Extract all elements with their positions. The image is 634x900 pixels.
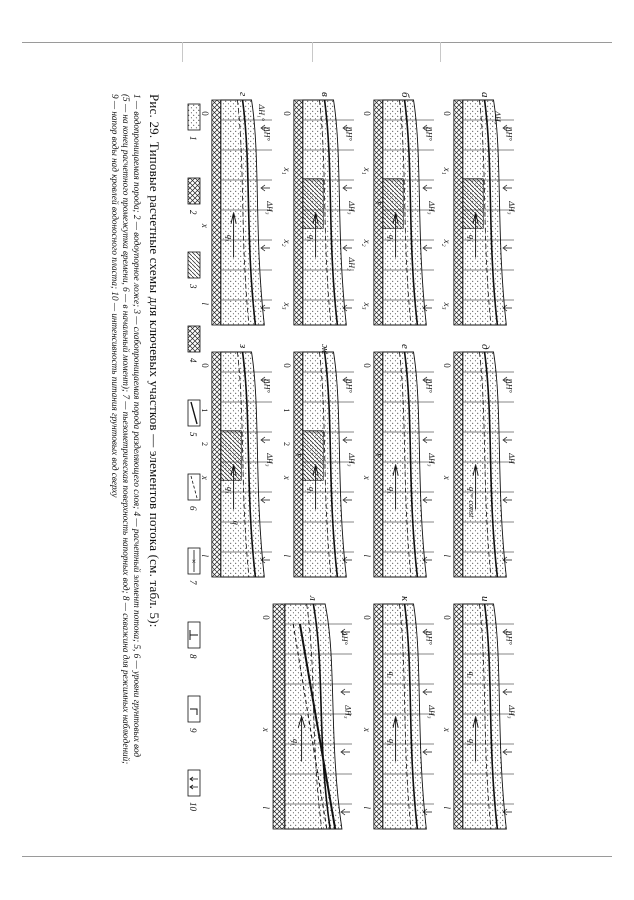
recharge-arrow [343,497,352,503]
legend-item [188,548,200,585]
scheme-panel [442,344,516,577]
head-label: ΔH₃ [346,201,356,215]
impermeable-bed [212,100,221,325]
axis-label-origin: 0 [441,363,452,368]
scheme-panel [442,92,516,325]
axis-label: l [361,806,372,810]
legend-swatch [188,326,200,352]
panel-letter: а [479,92,491,98]
axis-label-origin: 0 [441,615,452,620]
panel-letter: л [307,596,319,601]
legend-number: 2 [188,210,198,215]
panel-letter: в [319,92,331,97]
panel-letter: и [479,596,491,602]
leakage-label: ε [374,201,385,205]
caption-line: 1 — водопроницаемая порода; 2 — водоупорное ложе; 3 — слабопроницаемая порода разделяющего слоя; 4 — расчетный элемент потока; 5, 6 — уровни грунтовых вод [132,94,142,758]
axis-label: x₃ [361,302,372,310]
flow-label: q₁ [467,235,477,242]
impermeable-bed [294,100,303,325]
legend-number: 10 [188,802,198,811]
head-label: ΔH° [344,127,354,141]
element-index: 1 [199,408,209,413]
panel-letter: д [479,344,491,350]
legend-item [188,400,200,437]
legend-swatch [188,770,200,796]
recharge-arrow [261,437,270,443]
recharge-arrow [261,497,270,503]
head-label: ΔH₃ [426,201,436,215]
head-label: ΔH° [424,379,434,393]
flow-label: q₁ [291,739,301,746]
flow-label: q₁ [307,235,317,242]
axis-label-origin: 0 [281,111,292,116]
legend-swatch [188,104,200,130]
axis-label: x [261,727,272,732]
head-label: ΔH° [424,127,434,141]
flow-label: q = const [467,487,477,518]
flow-label: q₁ [225,487,235,494]
head-label: ΔH° [504,379,514,393]
calc-element [221,431,241,481]
caption-line: (5 — на конец расчетного промежутка времени, 6 — в начальный момент); 7 — пьезометрическая поверхность напорных вод; 8 — скважина для режимных наблюдений; [121,94,131,765]
top-rule [22,42,612,43]
element-index: 2 [199,442,209,446]
legend-number: 7 [188,580,198,585]
axis-label: l [361,554,372,558]
head-label: ΔH₃ [506,201,516,215]
head-label: ΔH° [504,631,514,645]
axis-label: x₃ [441,302,452,310]
recharge-arrow [503,497,512,503]
recharge-arrow [423,185,432,191]
scheme-panel [282,344,356,577]
impermeable-bed [212,352,221,577]
axis-label: x₃ [281,302,292,310]
head-label: ΔH° [339,631,349,645]
panel-letter: г [237,92,249,97]
rotated-figure-page [90,80,540,860]
axis-label: x [361,475,372,480]
recharge-arrow [261,185,270,191]
recharge-arrow [261,245,270,251]
impermeable-bed [454,352,463,577]
calc-element [303,179,323,229]
recharge-arrow [503,689,512,695]
head-label: ΔH₃ [426,453,436,467]
impermeable-bed [374,604,383,829]
flow-label: q [231,520,241,525]
legend-item [188,326,200,363]
legend-number: 3 [188,284,198,289]
axis-label: x₂ [441,239,452,247]
axis-label-origin: 0 [199,363,210,368]
axis-label: l [261,806,272,810]
axis-label: x [199,223,210,228]
impermeable-bed [273,604,285,829]
flow-label: q₁ [467,739,477,746]
fold-mark [312,42,313,62]
axis-label: x [361,727,372,732]
impermeable-bed [374,100,383,325]
legend-item [188,178,200,215]
leakage-label: ε [294,453,305,457]
panel-letter: к [399,596,411,602]
head-label: ΔH° [504,127,514,141]
panel-letter: ж [319,344,331,355]
scheme-panel [261,595,352,829]
element-index: 2 [281,442,291,446]
recharge-arrow [341,809,350,815]
axis-label: l [199,554,210,558]
fold-mark [182,42,183,62]
caption-line: 9 — напор воды над кровлей водоносного пласта; 10 — интенсивность питания грунтовых вод сверху [110,94,120,498]
axis-label: l [441,806,452,810]
impermeable-bed [374,352,383,577]
recharge-arrow [503,437,512,443]
flow-label: q₁ [387,487,397,494]
axis-label: x₂ [361,239,372,247]
figure-content [90,80,540,860]
calc-element [303,431,323,481]
axis-label-origin: 0 [281,363,292,368]
scheme-panel [200,92,274,325]
scheme-panel [362,596,436,829]
legend-item [188,622,200,659]
axis-label-origin: 0 [361,111,372,116]
legend-item [188,252,200,289]
recharge-arrow [503,749,512,755]
impermeable-bed [454,604,463,829]
element-index: 1 [281,408,291,413]
hydro-schemes-figure [164,90,534,850]
head-label: ΔH₂ [346,257,356,271]
legend-item [188,474,200,511]
figure-caption-legend [109,94,142,854]
head-label: ΔH₃ [343,705,353,719]
head-label: ΔH° [344,379,354,393]
legend-mark: × [189,559,198,564]
calc-element [463,179,483,229]
axis-label: x [281,475,292,480]
axis-label-origin: 0 [261,615,272,620]
figure-caption-title: Рис. 29. Типовые расчетные схемы для ключевых участков — элементов потока (см. табл. 5): [147,94,162,628]
legend-number: 1 [188,136,198,141]
axis-label: x₂ [281,239,292,247]
head-label: ΔH₁° [257,104,267,121]
axis-label-origin: 0 [441,111,452,116]
legend-swatch [188,178,200,204]
scheme-panel [282,92,356,325]
recharge-arrow [343,185,352,191]
legend-number: 6 [188,506,198,511]
head-label: ΔH° [424,631,434,645]
flow-label: q₁ [387,235,397,242]
legend-item [188,696,200,733]
axis-label: x₁ [281,167,292,175]
axis-label-origin: 0 [199,111,210,116]
recharge-arrow [343,437,352,443]
legend-number: 5 [188,432,198,437]
head-label: ΔHₒ [492,111,502,125]
axis-label: l [441,554,452,558]
recharge-arrow [423,497,432,503]
flow-label: q₁ [387,739,397,746]
axis-label: x [441,475,452,480]
scheme-panel [362,344,436,577]
axis-label: x [199,475,210,480]
axis-label: x₁ [361,167,372,175]
head-label: ΔH° [262,379,272,393]
recharge-arrow [343,245,352,251]
axis-label: x [441,727,452,732]
impermeable-bed [454,100,463,325]
axis-label: x₁ [441,167,452,175]
axis-label: l [199,302,210,306]
panel-letter: з [237,344,249,349]
scheme-panel [200,343,274,577]
legend-item [188,104,200,141]
legend-swatch [188,252,200,278]
axis-label-origin: 0 [361,363,372,368]
leakage-label: ε [374,453,385,457]
recharge-arrow [503,245,512,251]
panel-letter: б [399,92,411,98]
fold-mark [440,42,441,62]
head-label: ΔH₃ [506,705,516,719]
head-label: ΔH₃ [346,453,356,467]
aquifer-layer [285,604,342,829]
scheme-panel [362,92,436,325]
recharge-arrow [503,185,512,191]
legend-number: 9 [188,728,198,733]
flow-label: q₂ [467,671,477,679]
axis-label-origin: 0 [361,615,372,620]
recharge-arrow [423,689,432,695]
recharge-arrow [423,749,432,755]
recharge-arrow [423,437,432,443]
flow-label: q₂ [387,671,397,679]
impermeable-bed [294,352,303,577]
head-label: ΔH₃ [264,453,274,467]
axis-label: l [281,554,292,558]
flow-label: q₁ [307,487,317,494]
flow-label: q₁ [225,235,235,242]
recharge-arrow [423,245,432,251]
recharge-arrow [341,749,350,755]
panel-letter: е [399,344,411,349]
legend-number: 8 [188,654,198,659]
head-label: ΔH° [262,127,272,141]
head-label: ΔH₃ [264,201,274,215]
head-label: ΔH₃ [426,705,436,719]
head-label: ΔH [506,453,516,464]
legend-item [188,770,200,812]
calc-element [383,179,403,229]
recharge-arrow [341,689,350,695]
scheme-panel [442,596,516,829]
legend-number: 4 [188,358,198,363]
